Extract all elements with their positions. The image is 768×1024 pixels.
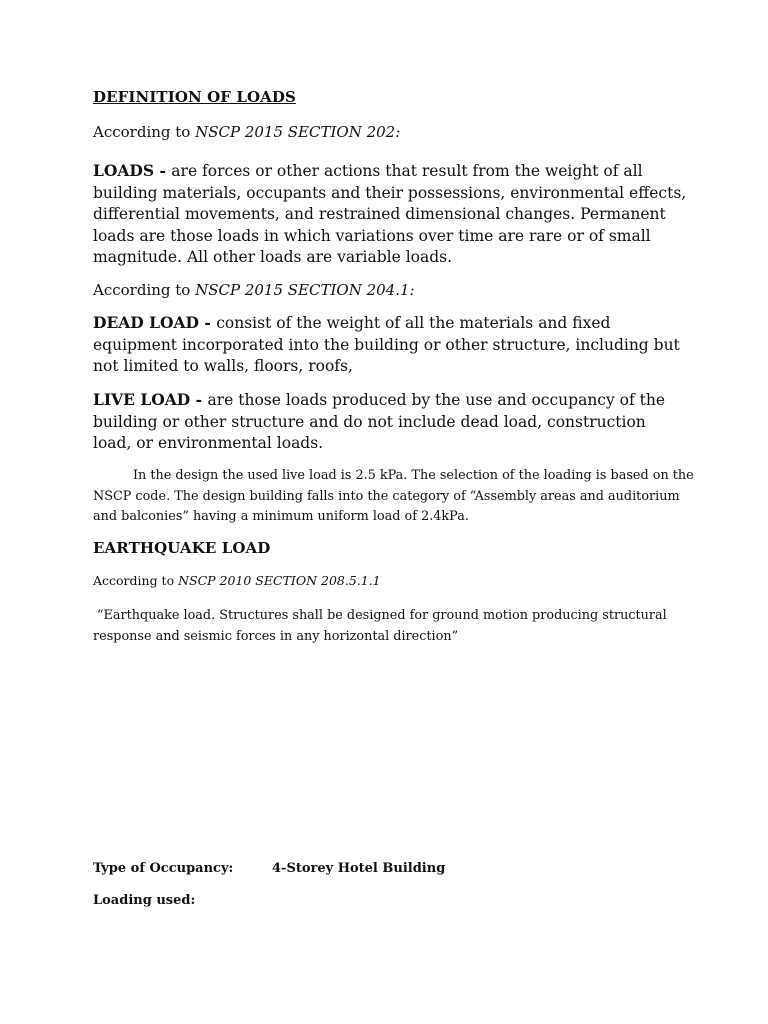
occupancy-value: 4-Storey Hotel Building: [272, 861, 446, 876]
live-load-text: are those loads produced by the use and occupancy of the building or other structure and do not include dead load, construction load, or environmental loads.: [93, 391, 666, 452]
reference-source: NSCP 2010 SECTION 208.5.1.1: [178, 573, 381, 588]
occupancy-label: Type of Occupancy:: [93, 861, 234, 876]
loading-used-label: Loading used:: [93, 893, 196, 908]
loads-term: LOADS: [93, 161, 155, 180]
earthquake-heading: EARTHQUAKE LOAD: [93, 539, 271, 557]
dead-load-definition: [93, 312, 683, 378]
dead-load-separator: -: [199, 313, 217, 332]
reference-source: NSCP 2015 SECTION 204.1:: [195, 281, 415, 299]
document-title: DEFINITION OF LOADS: [93, 88, 296, 106]
reference-prefix: According to: [93, 123, 196, 141]
dead-load-term: DEAD LOAD: [93, 313, 199, 332]
reference-prefix: According to: [93, 573, 179, 588]
reference-nscp-202: [93, 123, 400, 141]
live-load-separator: -: [190, 390, 208, 409]
reference-prefix: According to: [93, 281, 196, 299]
earthquake-quote: “Earthquake load. Structures shall be designed for ground motion producing structural response and seismic forces in any horizontal direction”: [93, 608, 667, 644]
loads-separator: -: [154, 161, 172, 180]
loads-text: are forces or other actions that result from the weight of all building materials, occupants and their possessions, environmental effects, differential movements, and restrained dimensional changes. Permanent loads are those loads in which variations over time are rare or of small magnitude. All other loads are variable loads.: [93, 162, 687, 266]
design-paragraph: In the design the used live load is 2.5 kPa. The selection of the loading is based on the NSCP code. The design building falls into the category of “Assembly areas and auditorium and balconies” having a minimum uniform load of 2.4kPa.: [93, 468, 694, 524]
reference-nscp-204: [93, 281, 415, 299]
reference-nscp-208: [93, 573, 381, 588]
live-load-term: LIVE LOAD: [93, 390, 191, 409]
live-load-definition: [93, 389, 683, 455]
reference-source: NSCP 2015 SECTION 202:: [195, 123, 401, 141]
dead-load-text: consist of the weight of all the materials and fixed equipment incorporated into the building or other structure, including but not limited to walls, floors, roofs,: [93, 314, 680, 375]
loads-definition: [93, 160, 693, 269]
